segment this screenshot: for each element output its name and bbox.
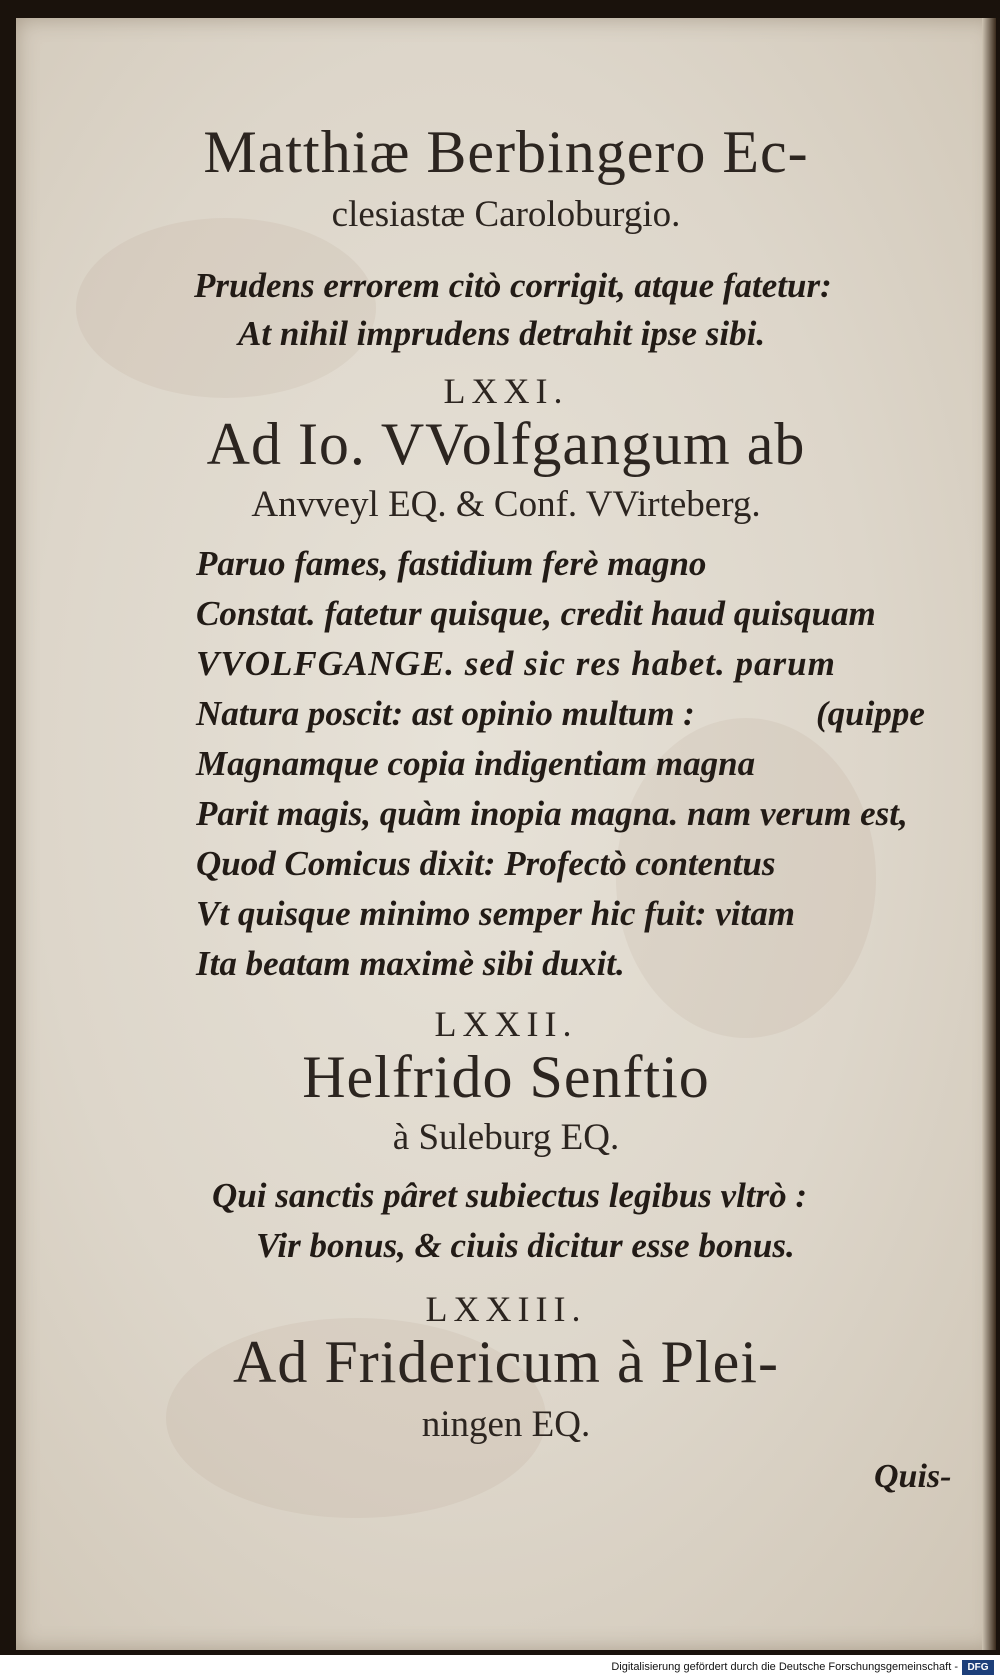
- heading-line: Anvveyl EQ. & Conf. VVirteberg.: [251, 484, 761, 525]
- verse-line: VVOLFGANGE. sed sic res habet. parum: [196, 644, 836, 683]
- verse-line: Qui sanctis pâret subiectus legibus vltrò :: [212, 1176, 808, 1215]
- verse-line: Parit magis, quàm inopia magna. nam verum est,: [196, 794, 908, 833]
- catchword: Quis-: [874, 1458, 952, 1495]
- poem-number: LXXI.: [443, 371, 569, 411]
- verse-line: Quod Comicus dixit: Profectò contentus: [196, 844, 776, 883]
- verse-line: At nihil imprudens detrahit ipse sibi.: [238, 314, 766, 353]
- verse-line-overflow: (quippe: [816, 694, 925, 733]
- book-page: [16, 18, 996, 1650]
- heading-line: Ad Fridericum à Plei-: [233, 1329, 779, 1395]
- poem-number: LXXII.: [434, 1004, 578, 1044]
- verse-line: Ita beatam maximè sibi duxit.: [196, 944, 625, 983]
- verse-line: Magnamque copia indigentiam magna: [196, 744, 756, 783]
- footer-bar: [0, 1658, 1000, 1680]
- verse-line: Natura poscit: ast opinio multum :: [196, 694, 695, 733]
- heading-line: ningen EQ.: [421, 1404, 591, 1445]
- heading-line: Helfrido Senftio: [302, 1044, 710, 1110]
- heading-line: clesiastæ Caroloburgio.: [331, 194, 681, 235]
- verse-line: Constat. fatetur quisque, credit haud quisquam: [196, 594, 876, 633]
- heading-line: à Suleburg EQ.: [392, 1117, 620, 1158]
- digitization-credit: Digitalisierung gefördert durch die Deutsche Forschungsgemeinschaft -: [611, 1661, 958, 1673]
- poem-number: LXXIII.: [425, 1289, 587, 1329]
- dfg-logo[interactable]: DFG: [962, 1660, 994, 1675]
- verse-line: Paruo fames, fastidium ferè magno: [196, 544, 707, 583]
- verse-line: Vt quisque minimo semper hic fuit: vitam: [196, 894, 795, 933]
- heading-line: Matthiæ Berbingero Ec-: [203, 119, 809, 185]
- verse-line: Vir bonus, & ciuis dicitur esse bonus.: [256, 1226, 795, 1265]
- verse-line: Prudens errorem citò corrigit, atque fatetur:: [194, 266, 832, 305]
- heading-line: Ad Io. VVolfgangum ab: [206, 411, 806, 477]
